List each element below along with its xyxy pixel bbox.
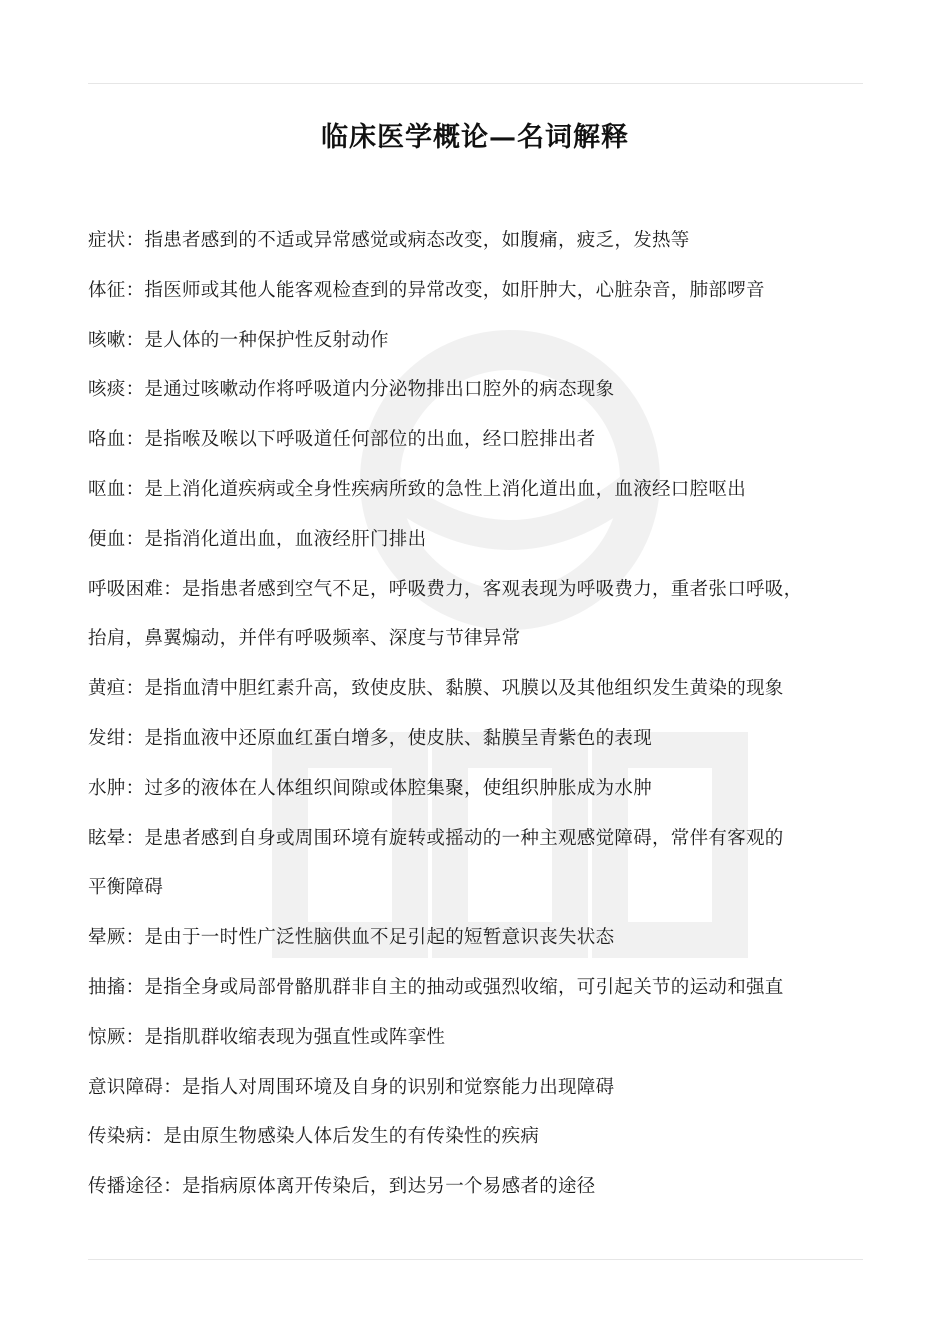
definition-line-sign: 体征：指医师或其他人能客观检查到的异常改变，如肝肿大，心脏杂音，肺部啰音 <box>88 279 765 301</box>
definition-line-edema: 水肿：过多的液体在人体组织间隙或体腔集聚，使组织肿胀成为水肿 <box>88 777 653 799</box>
definition-line-tic: 抽搐：是指全身或局部骨骼肌群非自主的抽动或强烈收缩，可引起关节的运动和强直 <box>88 976 784 998</box>
definition-line-infectious-disease: 传染病：是由原生物感染人体后发生的有传染性的疾病 <box>88 1126 540 1148</box>
definition-line-cough: 咳嗽：是人体的一种保护性反射动作 <box>88 329 389 351</box>
definition-line-dyspnea: 呼吸困难：是指患者感到空气不足，呼吸费力，客观表现为呼吸费力，重者张口呼吸， <box>88 578 803 600</box>
definition-line-hematemesis: 呕血：是上消化道疾病或全身性疾病所致的急性上消化道出血，血液经口腔呕出 <box>88 478 747 500</box>
definition-line-vertigo: 眩晕：是患者感到自身或周围环境有旋转或摇动的一种主观感觉障碍，常伴有客观的 <box>88 827 784 849</box>
definition-list <box>88 216 873 1212</box>
definition-line-symptom: 症状：指患者感到的不适或异常感觉或病态改变，如腹痛，疲乏，发热等 <box>88 230 690 251</box>
definition-line-vertigo-cont: 平衡障碍 <box>88 877 164 899</box>
definition-line-syncope: 晕厥：是由于一时性广泛性脑供血不足引起的短暂意识丧失状态 <box>88 927 615 949</box>
definition-line-dyspnea-cont: 抬肩，鼻翼煽动，并伴有呼吸频率、深度与节律异常 <box>88 628 521 650</box>
definition-line-consciousness-disorder: 意识障碍：是指人对周围环境及自身的识别和觉察能力出现障碍 <box>88 1076 615 1098</box>
definition-line-hematochezia: 便血：是指消化道出血，血液经肝门排出 <box>88 528 427 550</box>
document-title: 临床医学概论—名词解释 <box>321 122 629 153</box>
header-rule <box>88 83 863 84</box>
footer-rule <box>88 1259 863 1260</box>
definition-line-convulsion: 惊厥：是指肌群收缩表现为强直性或阵挛性 <box>88 1026 446 1048</box>
definition-line-hemoptysis: 咯血：是指喉及喉以下呼吸道任何部位的出血，经口腔排出者 <box>88 429 596 451</box>
definition-line-expectoration: 咳痰：是通过咳嗽动作将呼吸道内分泌物排出口腔外的病态现象 <box>88 379 615 401</box>
definition-line-transmission-route: 传播途径：是指病原体离开传染后，到达另一个易感者的途径 <box>88 1176 596 1198</box>
definition-line-jaundice: 黄疸：是指血清中胆红素升高，致使皮肤、黏膜、巩膜以及其他组织发生黄染的现象 <box>88 678 784 700</box>
definition-line-cyanosis: 发绀：是指血液中还原血红蛋白增多，使皮肤、黏膜呈青紫色的表现 <box>88 727 653 749</box>
